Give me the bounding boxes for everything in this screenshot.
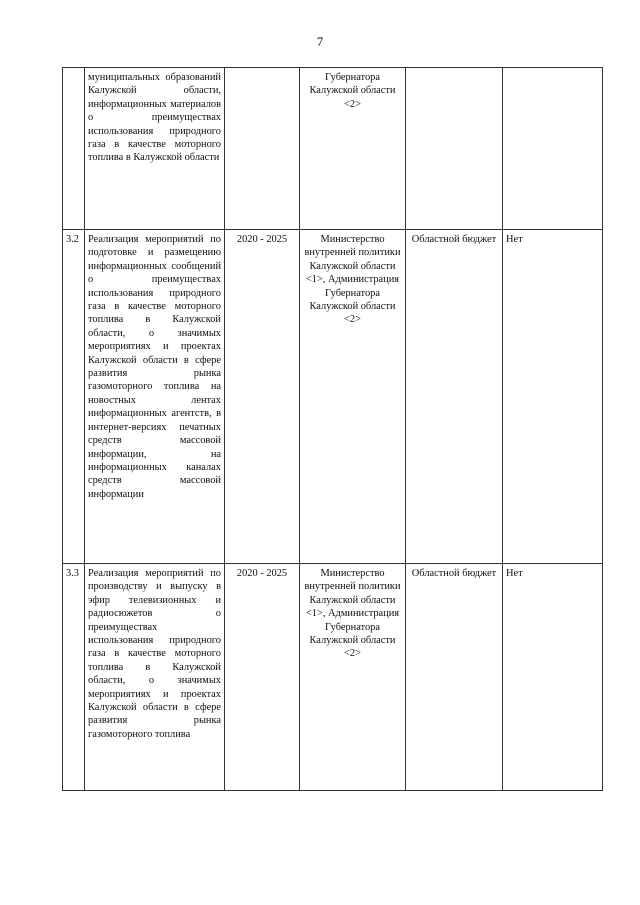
table-row (63, 230, 603, 564)
item-number (63, 68, 85, 230)
executors: Министерство внутренней политики Калужской области <1>, Администрация Губернатора Калужской области <2> (300, 564, 406, 791)
implementation-period: 2020 - 2025 (225, 564, 300, 791)
funding-amount: Нет (503, 564, 603, 791)
implementation-period: 2020 - 2025 (225, 230, 300, 564)
executors: Министерство внутренней политики Калужской области <1>, Администрация Губернатора Калужской области <2> (300, 230, 406, 564)
measure-name: Реализация мероприятий по подготовке и размещению информационных сообщений о преимуществах использования природного газа в качестве моторного топлива в Калужской области, о значимых мероприятиях и проектах Калужской области в сфере развития рынка газомоторного топлива на новостных лентах информационных агентств, в интернет-версиях печатных средств массовой информации, на информационных каналах средств массовой информации (85, 230, 225, 564)
table-row (63, 564, 603, 791)
measures-table (62, 67, 603, 791)
funding-amount: Нет (503, 230, 603, 564)
funding-source: Областной бюджет (406, 230, 503, 564)
item-number: 3.3 (63, 564, 85, 791)
item-number: 3.2 (63, 230, 85, 564)
executors: Губернатора Калужской области <2> (300, 68, 406, 230)
implementation-period (225, 68, 300, 230)
page-number: 7 (316, 34, 324, 49)
measure-name: муниципальных образований Калужской области, информационных материалов о преимуществах использования природного газа в качестве моторного топлива в Калужской области (85, 68, 225, 230)
funding-source: Областной бюджет (406, 564, 503, 791)
funding-amount (503, 68, 603, 230)
measure-name: Реализация мероприятий по производству и выпуску в эфир телевизионных и радиосюжетов о преимуществах использования природного газа в качестве моторного топлива в Калужской области, о значимых мероприятиях и проектах Калужской области в сфере развития рынка газомоторного топлива (85, 564, 225, 791)
table-row (63, 68, 603, 230)
funding-source (406, 68, 503, 230)
